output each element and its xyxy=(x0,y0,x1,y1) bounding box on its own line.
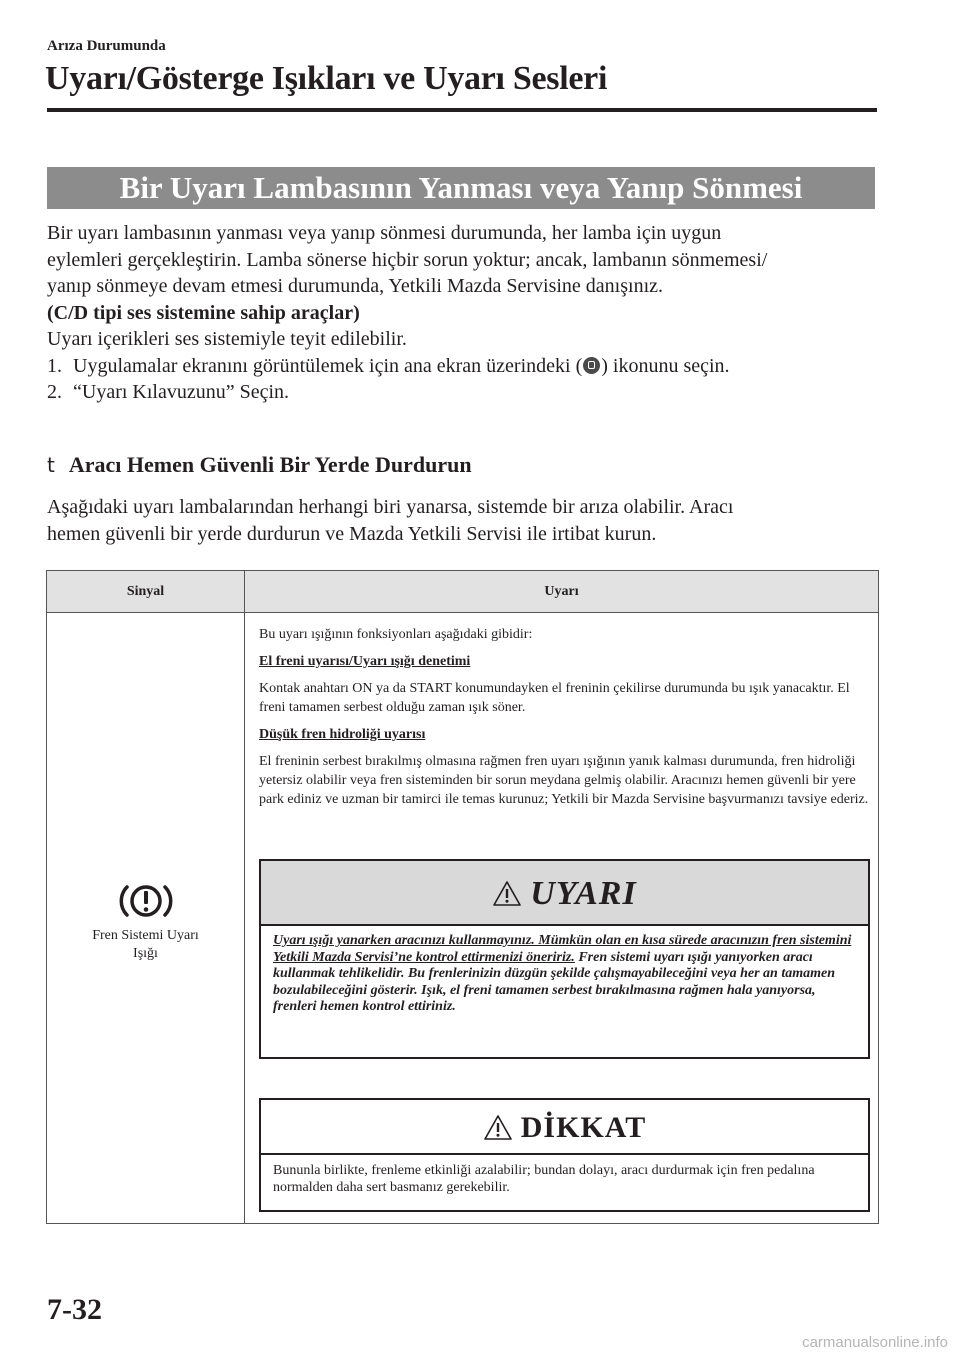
topic-banner: Bir Uyarı Lambasının Yanması veya Yanıp Sönmesi xyxy=(47,167,875,209)
caution-triangle-icon xyxy=(483,1114,513,1141)
column-divider xyxy=(244,571,245,1223)
intro-text xyxy=(47,220,887,406)
description-subheading: El freni uyarısı/Uyarı ışığı denetimi xyxy=(259,654,471,669)
section-heading xyxy=(47,452,472,478)
intro-bold-line: (C/D tipi ses sistemine sahip araçlar) xyxy=(47,301,360,324)
caution-box xyxy=(259,1098,870,1212)
intro-line: Bir uyarı lambasının yanması veya yanıp sönmesi durumunda, her lamba için uygun xyxy=(47,222,722,244)
description-subheading: Düşük fren hidroliği uyarısı xyxy=(259,727,426,742)
caution-title: DİKKAT xyxy=(520,1110,647,1144)
section-heading-text: Aracı Hemen Güvenli Bir Yerde Durdurun xyxy=(68,452,472,477)
page-title: Uyarı/Gösterge Işıkları ve Uyarı Sesleri xyxy=(45,60,608,97)
warning-triangle-icon xyxy=(492,880,522,907)
description-paragraph: El freninin serbest bırakılmış olmasına rağmen fren uyarı ışığının yanık kalması durumunda, fren hidroliği yetersiz olabilir veya fren sisteminden bir sorun meydana gelmiş olabilir. Aracınızı hemen güvenli bir yere park ediniz ve uzman bir tamirci ile temas kurunuz; Yetkili bir Mazda Servisine başvurmanızı tavsiye ederiz. xyxy=(259,754,869,807)
signal-caption-line: Işığı xyxy=(133,946,158,961)
warning-box-header xyxy=(261,861,868,926)
signal-cell xyxy=(47,881,244,963)
warning-text: Fren sistemi uyarı ışığı yanıyorken aracı kullanmak tehlikelidir. Bu frenlerinizin düzgün şekilde çalışmayabileceğini veya her an tamamen bozulabileceğini gösterir. Işık, el freni tamamen serbest bırakılmasına rağmen hala yanıyorsa, frenleri hemen kontrol ettiriniz. xyxy=(273,949,835,1014)
intro-line: Uyarı içerikleri ses sistemiyle teyit edilebilir. xyxy=(47,328,407,350)
warning-table xyxy=(46,570,879,1224)
intro-line: yanıp sönmeye devam etmesi durumunda, Yetkili Mazda Servisine danışınız. xyxy=(47,275,663,297)
step-number: 1. xyxy=(47,354,62,377)
intro-line: eylemleri gerçekleştirin. Lamba sönerse hiçbir sorun yoktur; ancak, lambanın sönmemesi/ xyxy=(47,248,768,271)
caution-text: Bununla birlikte, frenleme etkinliği azalabilir; bundan dolayı, aracı durdurmak için fren pedalına normalden daha sert basmanız gerekebilir. xyxy=(273,1163,815,1195)
warning-title: UYARI xyxy=(530,874,637,912)
bullet-icon: t xyxy=(47,453,55,477)
warning-underlined-text: Uyarı ışığı yanarken aracınızı kullanmayınız. Mümkün olan en kısa sürede aracınızın fren sistemini Yetkili Mazda Servisi’ne kontrol ettirmenizi öneririz. xyxy=(273,933,852,965)
table-header xyxy=(47,571,878,613)
warning-box-body xyxy=(261,926,868,1016)
warning-box xyxy=(259,859,870,1059)
column-header-signal: Sinyal xyxy=(126,584,165,599)
desc-line: hemen güvenli bir yerde durdurun ve Mazda Yetkili Servisi ile irtibat kurun. xyxy=(47,523,657,545)
desc-line: Aşağıdaki uyarı lambalarından herhangi biri yanarsa, sistemde bir arıza olabilir. Aracı xyxy=(47,496,734,518)
column-header-warning: Uyarı xyxy=(544,584,579,599)
signal-caption xyxy=(47,927,244,963)
title-rule xyxy=(47,108,877,112)
description-paragraph: Bu uyarı ışığının fonksiyonları aşağıdaki gibidir: xyxy=(259,627,533,642)
warning-description xyxy=(259,625,869,817)
caution-box-header xyxy=(261,1100,868,1155)
step-2 xyxy=(47,379,887,406)
section-description xyxy=(47,494,887,548)
watermark: carmanualsonline.info xyxy=(802,1334,948,1351)
step-number: 2. xyxy=(47,381,62,403)
apps-icon xyxy=(583,357,600,374)
step-text: Uygulamalar ekranını görüntülemek için ana ekran üzerindeki ( xyxy=(73,354,583,377)
section-label: Arıza Durumunda xyxy=(47,38,166,54)
brake-warning-icon xyxy=(117,881,175,921)
step-text: “Uyarı Kılavuzunu” Seçin. xyxy=(73,381,290,403)
step-text: ) ikonunu seçin. xyxy=(601,354,730,377)
description-paragraph: Kontak anahtarı ON ya da START konumundayken el freninin çekilirse durumunda bu ışık yanacaktır. El freni tamamen serbest olduğu zaman ışık söner. xyxy=(259,681,850,715)
page-number: 7-32 xyxy=(47,1293,102,1326)
signal-caption-line: Fren Sistemi Uyarı xyxy=(92,928,199,943)
step-1 xyxy=(47,353,887,380)
